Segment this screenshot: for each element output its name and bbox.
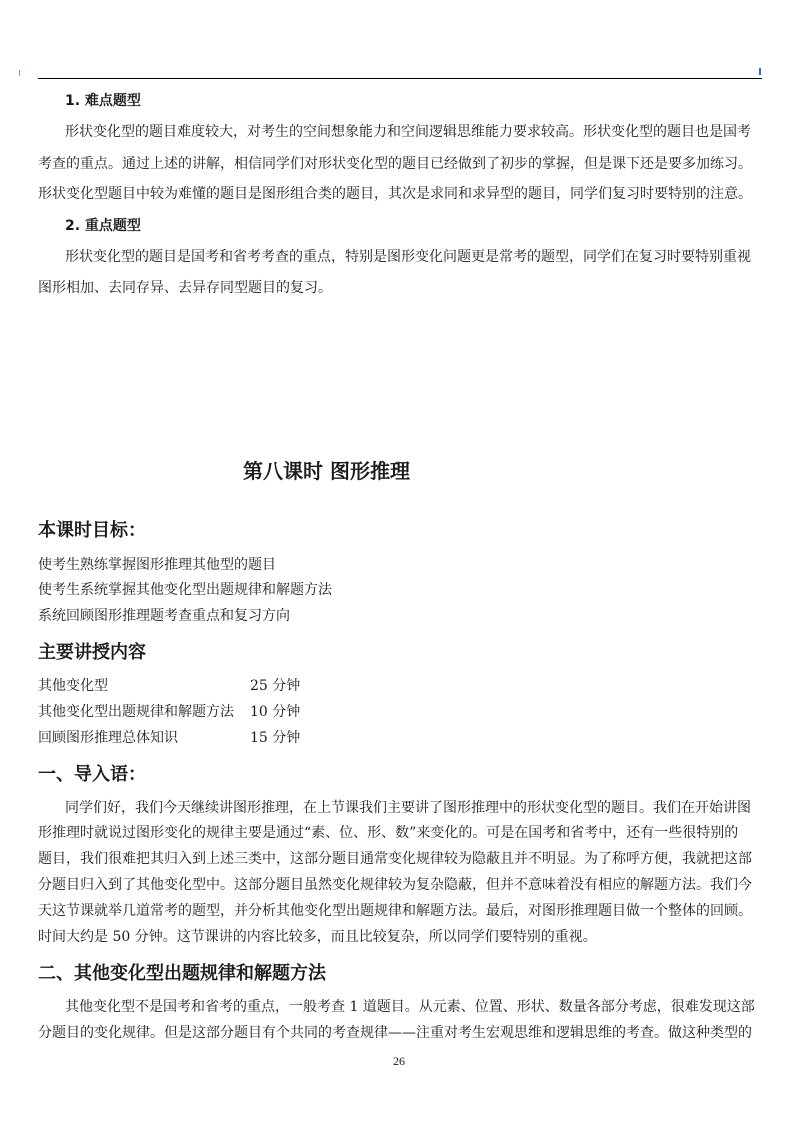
header-mark-right [759, 68, 761, 75]
section-heading-key: 2. 重点题型 [65, 218, 141, 234]
lesson-title: 第八课时 图形推理 [243, 459, 410, 483]
goal-item: 系统回顾图形推理题考查重点和复习方向 [38, 608, 290, 624]
intro-heading: 一、导入语： [38, 764, 146, 785]
paragraph-line: 形状变化型题目中较为难懂的题目是图形组合类的题目，其次是求同和求异型的题目，同学们复习时要特别的注意。 [38, 186, 752, 202]
paragraph-line: 天这节课就举几道常考的题型，并分析其他变化型出题规律和解题方法。最后，对图形推理题目做一个整体的回顾。 [38, 903, 752, 919]
paragraph-line: 分题目的变化规律。但是这部分题目有个共同的考查规律——注重对考生宏观思维和逻辑思维的考查。做这种类型的 [38, 1025, 752, 1041]
schedule-row [38, 701, 300, 721]
schedule-item-time: 25 分钟 [250, 678, 301, 694]
paragraph-line: 形状变化型的题目难度较大，对考生的空间想象能力和空间逻辑思维能力要求较高。形状变化型的题目也是国考 [65, 124, 751, 140]
schedule-item-name: 其他变化型 [38, 678, 108, 694]
content-heading: 主要讲授内容 [38, 642, 146, 663]
schedule-item-time: 10 分钟 [250, 704, 301, 720]
header-mark-left [19, 70, 20, 76]
schedule-row [38, 727, 300, 747]
paragraph-line: 同学们好，我们今天继续讲图形推理，在上节课我们主要讲了图形推理中的形状变化型的题目。我们在开始讲图 [65, 800, 751, 816]
paragraph-line: 分题目归入到了其他变化型中。这部分题目虽然变化规律较为复杂隐蔽，但并不意味着没有相应的解题方法。我们今 [38, 877, 752, 893]
schedule-item-time: 15 分钟 [250, 730, 301, 746]
paragraph-line: 形推理时就说过图形变化的规律主要是通过“素、位、形、数”来变化的。可是在国考和省考中，还有一些很特别的 [38, 825, 739, 841]
paragraph-line: 题目，我们很难把其归入到上述三类中，这部分题目通常变化规律较为隐蔽且并不明显。为了称呼方便，我就把这部 [38, 851, 752, 867]
paragraph-line: 考查的重点。通过上述的讲解，相信同学们对形状变化型的题目已经做到了初步的掌握，但是课下还是要多加练习。 [38, 156, 752, 172]
schedule-item-name: 回顾图形推理总体知识 [38, 730, 178, 746]
goals-heading: 本课时目标： [38, 520, 146, 541]
paragraph-line: 形状变化型的题目是国考和省考考查的重点，特别是图形变化问题更是常考的题型，同学们在复习时要特别重视 [65, 249, 751, 265]
schedule-row [38, 675, 300, 695]
section-heading-difficult: 1. 难点题型 [65, 93, 141, 109]
page-number: 26 [393, 1054, 405, 1068]
goal-item: 使考生系统掌握其他变化型出题规律和解题方法 [38, 582, 332, 598]
goal-item: 使考生熟练掌握图形推理其他型的题目 [38, 557, 276, 573]
header-rule [38, 78, 762, 79]
paragraph-line: 图形相加、去同存异、去异存同型题目的复习。 [38, 280, 332, 296]
paragraph-line: 时间大约是 50 分钟。这节课讲的内容比较多，而且比较复杂，所以同学们要特别的重视。 [38, 929, 597, 945]
rules-heading: 二、其他变化型出题规律和解题方法 [38, 963, 326, 984]
schedule-item-name: 其他变化型出题规律和解题方法 [38, 704, 234, 720]
paragraph-line: 其他变化型不是国考和省考的重点，一般考查 1 道题目。从元素、位置、形状、数量各部分考虑，很难发现这部 [65, 999, 755, 1015]
